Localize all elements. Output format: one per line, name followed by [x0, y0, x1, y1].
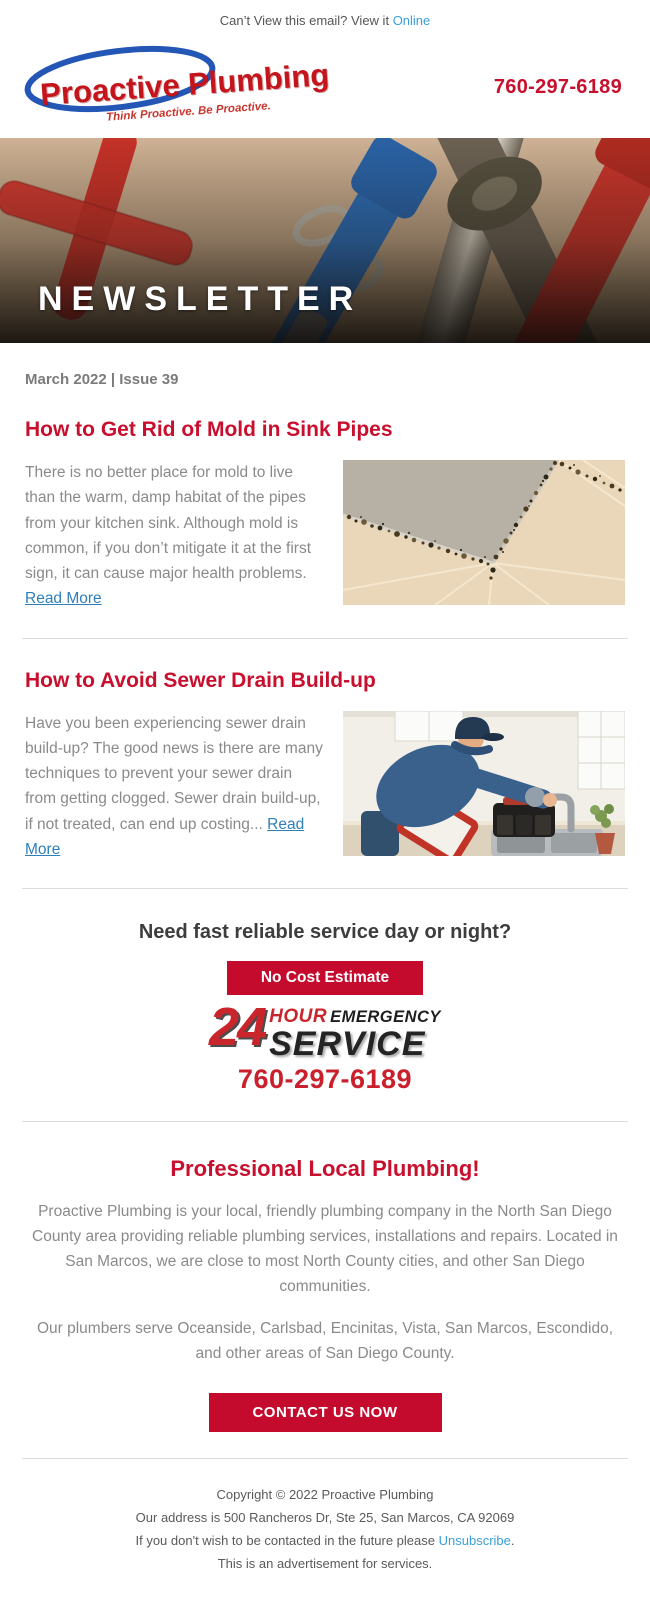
issue-date-line: March 2022 | Issue 39: [25, 371, 179, 388]
article-1: [25, 460, 625, 612]
plumber-kitchen-sink-image: [343, 711, 625, 856]
article-1-text: There is no better place for mold to live than the warm, damp habitat of the pipes from your kitchen sink. Although mold is common, if you don’t mitigate it at the first sign, it can cause major health problems.: [25, 464, 312, 582]
badge-service: SERVICE: [269, 1025, 426, 1063]
preheader: [0, 0, 650, 38]
logo-word-proactive: Proactive: [39, 67, 181, 113]
cta-phone-number: 760-297-6189: [237, 1064, 413, 1095]
contact-us-now-button[interactable]: CONTACT US NOW: [209, 1393, 442, 1432]
mold-sink-corner-image: [343, 460, 625, 605]
preheader-text: Can’t View this email? View it: [219, 13, 390, 28]
footer: [0, 1459, 650, 1597]
company-logo: [28, 43, 331, 131]
emergency-service-badge: [0, 997, 650, 1063]
about-heading: Professional Local Plumbing!: [170, 1156, 480, 1182]
logo-word-plumbing: Plumbing: [186, 56, 331, 102]
section-divider: [22, 1121, 628, 1122]
hero-banner: [0, 138, 650, 343]
about-paragraph-2: Our plumbers serve Oceanside, Carlsbad, Encinitas, Vista, San Marcos, Escondido, and other areas of San Diego County.: [36, 1320, 614, 1363]
article-1-image: [343, 460, 625, 605]
about-paragraph-1: Proactive Plumbing is your local, friendly plumbing company in the North San Diego County area providing reliable plumbing services, installations and repairs. Located in San Marcos, we are close to most North County cities, and other San Diego communities.: [32, 1203, 618, 1295]
cta-heading: Need fast reliable service day or night?: [138, 921, 512, 943]
article-2-body: [25, 711, 325, 863]
advertisement-note: This is an advertisement for services.: [217, 1556, 433, 1572]
badge-emergency: EMERGENCY: [330, 1008, 441, 1026]
unsubscribe-link[interactable]: Unsubscribe: [438, 1533, 511, 1549]
article-2-image: [343, 711, 625, 856]
badge-24: 24: [209, 997, 266, 1057]
article-1-title: How to Get Rid of Mold in Sink Pipes: [25, 418, 393, 441]
section-divider: [22, 638, 628, 639]
article-1-body: [25, 460, 325, 612]
newsletter-title: NEWSLETTER: [38, 280, 363, 318]
about-section: [0, 1156, 650, 1432]
copyright-line: Copyright © 2022 Proactive Plumbing: [216, 1487, 434, 1503]
header-phone-number: 760-297-6189: [493, 75, 622, 98]
address-line: Our address is 500 Rancheros Dr, Ste 25, San Marcos, CA 92069: [135, 1510, 515, 1526]
article-2-text: Have you been experiencing sewer drain build-up? The good news is there are many techniques to prevent your sewer drain from getting clogged. Sewer drain build-up, if not treated, can end up costing...: [25, 714, 323, 833]
article-1-read-more-link[interactable]: Read More: [25, 590, 102, 608]
logo-tagline: Think Proactive. Be Proactive.: [105, 100, 272, 124]
cta-section: [0, 921, 650, 1095]
article-2-read-more-link[interactable]: Read More: [25, 815, 305, 858]
article-2-title: How to Avoid Sewer Drain Build-up: [25, 668, 376, 692]
view-online-link[interactable]: Online: [392, 13, 431, 28]
no-cost-estimate-button[interactable]: No Cost Estimate: [227, 961, 423, 995]
article-2: [25, 711, 625, 863]
unsubscribe-text: If you don't wish to be contacted in the future please: [135, 1533, 435, 1549]
header: [0, 38, 650, 138]
badge-hour: HOUR: [269, 1006, 328, 1027]
section-divider: [22, 888, 628, 889]
unsubscribe-line: If you don't wish to be contacted in the future please Unsubscribe.: [135, 1533, 515, 1549]
